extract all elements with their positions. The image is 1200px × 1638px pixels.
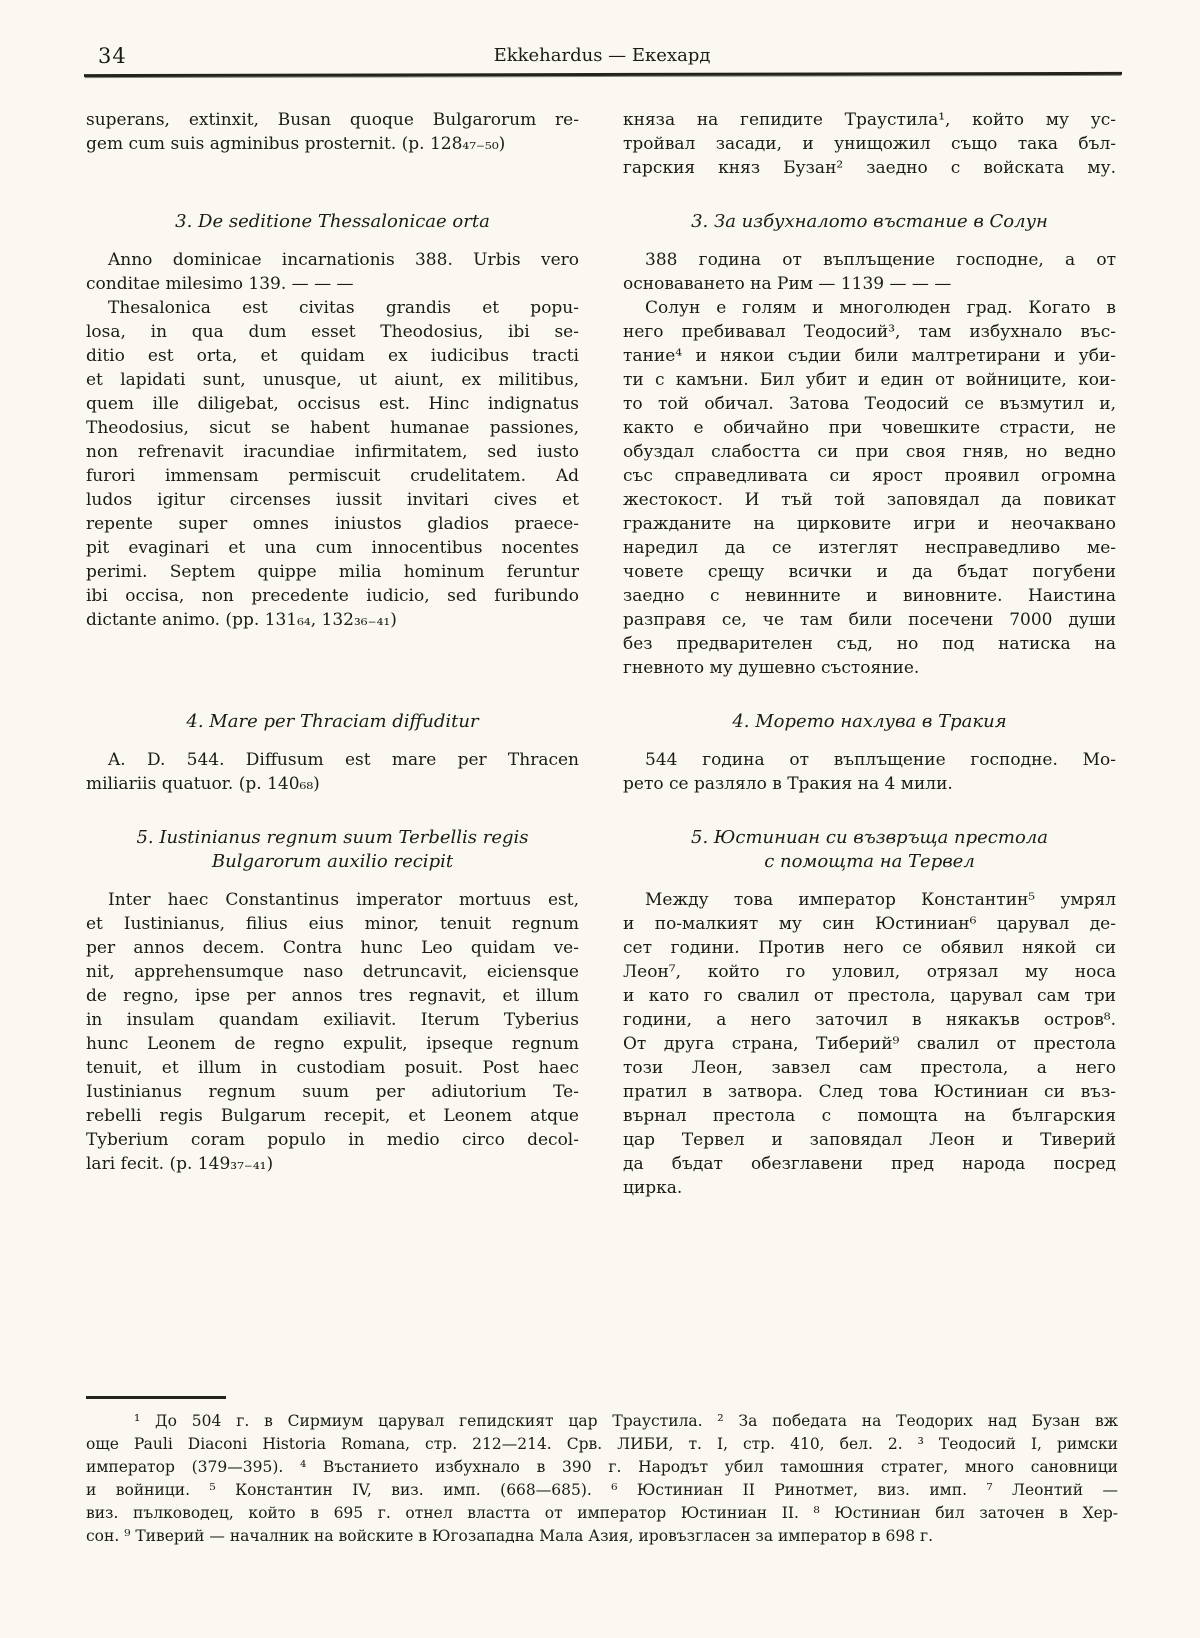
text-line: както е обичайно при човешките страсти, не (623, 418, 1116, 438)
text-line: superans, extinxit, Busan quoque Bulgarorum re- (86, 110, 579, 130)
text-line: non refrenavit iracundiae infirmitatem, sed iusto (86, 442, 579, 462)
text-line: сон. ⁹ Тиверий — началник на войските в Югозападна Мала Азия, ировъзгласен за император в 698 г. (86, 1527, 934, 1545)
text-line: 388 година от въплъщение господне, а от (645, 250, 1116, 270)
text-line: quem ille diligebat, occisus est. Hinc indignatus (86, 394, 579, 414)
text-line: per annos decem. Contra hunc Leo quidam ve- (86, 938, 579, 958)
text-line: ти с камъни. Бил убит и един от войниците, кои- (623, 370, 1116, 390)
bulgarian-column (623, 180, 1116, 680)
text-line: гражданите на цирковите игри и неочаквано (623, 514, 1116, 534)
text-line: Iustinianus regnum suum per adiutorium Te- (86, 1082, 579, 1102)
section-3-heading-latin (92, 210, 573, 234)
bulgarian-column (623, 680, 1116, 796)
text-line: с помощта на Тервел (764, 851, 975, 872)
text-line: княза на гепидите Траустила¹, който му ус- (623, 110, 1116, 130)
text-line: 5. Iustinianus regnum suum Terbellis regis (136, 827, 529, 848)
text-line: 3. De seditione Thessalonicae orta (175, 211, 490, 232)
text-line: 5. Юстиниан си възвръща престола (691, 827, 1048, 848)
text-line: in insulam quandam exiliavit. Iterum Tyberius (86, 1010, 579, 1030)
section-5-heading-bulgarian (629, 826, 1110, 874)
text-line: то той обичал. Затова Теодосий се възмутил и, (623, 394, 1116, 414)
section-4-heading-bulgarian (629, 710, 1110, 734)
text-line: perimi. Septem quippe milia hominum feruntur (86, 562, 579, 582)
text-line: Bulgarorum auxilio recipit (211, 851, 454, 872)
text-line: без предварителен съд, но под натиска на (623, 634, 1116, 654)
latin-paragraph (86, 108, 579, 156)
section-4 (86, 680, 1116, 796)
text-line: ludos igitur circenses iussit invitari cives et (86, 490, 579, 510)
text-line: император (379—395). ⁴ Въстанието избухнало в 390 г. Народът убил тамошния стратег, много сановници (86, 1458, 1118, 1476)
text-line: наредил да се изтеглят несправедливо ме- (623, 538, 1116, 558)
footnotes-area (86, 1396, 1118, 1548)
text-line: de regno, ipse per annos tres regnavit, et illum (86, 986, 579, 1006)
text-line: Thesalonica est civitas grandis et popu- (108, 298, 579, 318)
text-line: nit, apprehensumque naso detruncavit, eiciensque (86, 962, 579, 982)
text-line: A. D. 544. Diffusum est mare per Thracen (108, 750, 579, 770)
header-rule (84, 72, 1122, 77)
text-line: гарския княз Бузан² заедно с войската му. (623, 158, 1116, 178)
text-line: върнал престола с помощта на българския (623, 1106, 1116, 1126)
text-line: виз. пълководец, който в 695 г. отнел властта от император Юстиниан II. ⁸ Юстиниан бил заточен в Хер- (86, 1504, 1118, 1522)
text-line: Леон⁷, който го уловил, отрязал му носа (623, 962, 1116, 982)
latin-column (86, 796, 579, 1176)
section-continuation (86, 108, 1116, 180)
text-line: 3. За избухналото въстание в Солун (691, 211, 1048, 232)
bulgarian-column (623, 796, 1116, 1200)
text-line: hunc Leonem de regno expulit, ipseque regnum (86, 1034, 579, 1054)
text-line: furori immensam permiscuit crudelitatem. Ad (86, 466, 579, 486)
latin-paragraph (86, 248, 579, 296)
text-line: жестокост. И тъй той заповядал да повикат (623, 490, 1116, 510)
text-line: et lapidati sunt, unusque, ut aiunt, ex militibus, (86, 370, 579, 390)
text-line: От друга страна, Тиберий⁹ свалил от престола (623, 1034, 1116, 1054)
latin-column (86, 680, 579, 796)
text-line: et Iustinianus, filius eius minor, tenuit regnum (86, 914, 579, 934)
latin-column (86, 180, 579, 632)
page-number: 34 (98, 44, 127, 68)
text-line: разправя се, че там били посечени 7000 души (623, 610, 1116, 630)
text-line: човете срещу всички и да бъдат погубени (623, 562, 1116, 582)
bulgarian-paragraph (623, 296, 1116, 680)
text-line: обуздал слабостта си при своя гняв, но ведно (623, 442, 1116, 462)
text-line: repente super omnes iniustos gladios praece- (86, 514, 579, 534)
text-line: и войници. ⁵ Константин IV, виз. имп. (668—685). ⁶ Юстиниан II Ринотмет, виз. имп. ⁷ Леонтий — (86, 1481, 1118, 1499)
text-line: Tyberium coram populo in medio circo decol- (86, 1130, 579, 1150)
text-line: него пребивавал Теодосий³, там избухнало въс- (623, 322, 1116, 342)
text-line: Inter haec Constantinus imperator mortuus est, (108, 890, 579, 910)
section-4-heading-latin (92, 710, 573, 734)
text-line: 4. Морето нахлува в Тракия (732, 711, 1007, 732)
bulgarian-column (623, 108, 1116, 180)
latin-column (86, 108, 579, 156)
text-line: Anno dominicae incarnationis 388. Urbis vero (108, 250, 579, 270)
text-line: цар Тервел и заповядал Леон и Тиверий (623, 1130, 1116, 1150)
text-line: рето се разляло в Тракия на 4 мили. (623, 774, 953, 794)
text-line: gem cum suis agminibus prosternit. (p. 128₄₇₋₅₀) (86, 134, 506, 154)
running-title: Ekkehardus — Екехард (493, 45, 711, 66)
text-line: заедно с невинните и виновните. Наистина (623, 586, 1116, 606)
text-line: още Pauli Diaconi Historia Romana, стр. 212—214. Срв. ЛИБИ, т. I, стр. 410, бел. 2. ³ Теодосий I, римски (86, 1435, 1118, 1453)
text-line: pit evaginari et una cum innocentibus nocentes (86, 538, 579, 558)
two-column-body (86, 102, 1116, 1200)
footnotes-text (86, 1410, 1118, 1548)
page-header (86, 42, 1118, 70)
text-line: dictante animo. (pp. 131₆₄, 132₃₆₋₄₁) (86, 610, 397, 630)
text-line: lari fecit. (p. 149₃₇₋₄₁) (86, 1154, 274, 1174)
latin-paragraph (86, 748, 579, 796)
text-line: тание⁴ и някои съдии били малтретирани и уби- (623, 346, 1116, 366)
text-line: този Леон, завзел сам престола, а него (623, 1058, 1116, 1078)
text-line: тройвал засади, и унищожил също така бъл- (623, 134, 1116, 154)
section-5 (86, 796, 1116, 1200)
text-line: Между това император Константин⁵ умрял (645, 890, 1116, 910)
text-line: 544 година от въплъщение господне. Мо- (645, 750, 1116, 770)
text-line: miliariis quatuor. (p. 140₆₈) (86, 774, 320, 794)
text-line: Theodosius, sicut se habent humanae passiones, (86, 418, 579, 438)
text-line: ¹ До 504 г. в Сирмиум царувал гепидският цар Траустила. ² За победата на Теодорих над Бузан вж (134, 1412, 1118, 1430)
text-line: ibi occisa, non precedente iudicio, sed furibundo (86, 586, 579, 606)
footnote-separator-rule (86, 1396, 226, 1399)
text-line: losa, in qua dum esset Theodosius, ibi se- (86, 322, 579, 342)
text-line: ditio est orta, et quidam ex iudicibus tracti (86, 346, 579, 366)
bulgarian-paragraph (623, 108, 1116, 180)
text-line: основаването на Рим — 1139 — — — (623, 274, 952, 294)
latin-paragraph (86, 296, 579, 632)
section-3 (86, 180, 1116, 680)
bulgarian-paragraph (623, 748, 1116, 796)
text-line: гневното му душевно състояние. (623, 658, 920, 678)
text-line: Солун е голям и многолюден град. Когато в (645, 298, 1116, 318)
text-line: conditae milesimo 139. — — — (86, 274, 354, 294)
text-line: rebelli regis Bulgarum recepit, et Leonem atque (86, 1106, 579, 1126)
bulgarian-paragraph (623, 248, 1116, 296)
text-line: пратил в затвора. След това Юстиниан си въз- (623, 1082, 1116, 1102)
text-line: и като го свалил от престола, царувал сам три (623, 986, 1116, 1006)
text-line: сет години. Против него се обявил някой си (623, 938, 1116, 958)
text-line: да бъдат обезглавени пред народа посред (623, 1154, 1116, 1174)
text-line: със справедливата си ярост проявил огромна (623, 466, 1116, 486)
text-line: и по-малкият му син Юстиниан⁶ царувал де- (623, 914, 1116, 934)
text-line: 4. Mare per Thraciam diffuditur (186, 711, 479, 732)
section-3-heading-bulgarian (629, 210, 1110, 234)
text-line: tenuit, et illum in custodiam posuit. Post haec (86, 1058, 579, 1078)
text-line: години, а него заточил в някакъв остров⁸. (623, 1010, 1116, 1030)
latin-paragraph (86, 888, 579, 1176)
section-5-heading-latin (92, 826, 573, 874)
bulgarian-paragraph (623, 888, 1116, 1200)
text-line: цирка. (623, 1178, 683, 1198)
